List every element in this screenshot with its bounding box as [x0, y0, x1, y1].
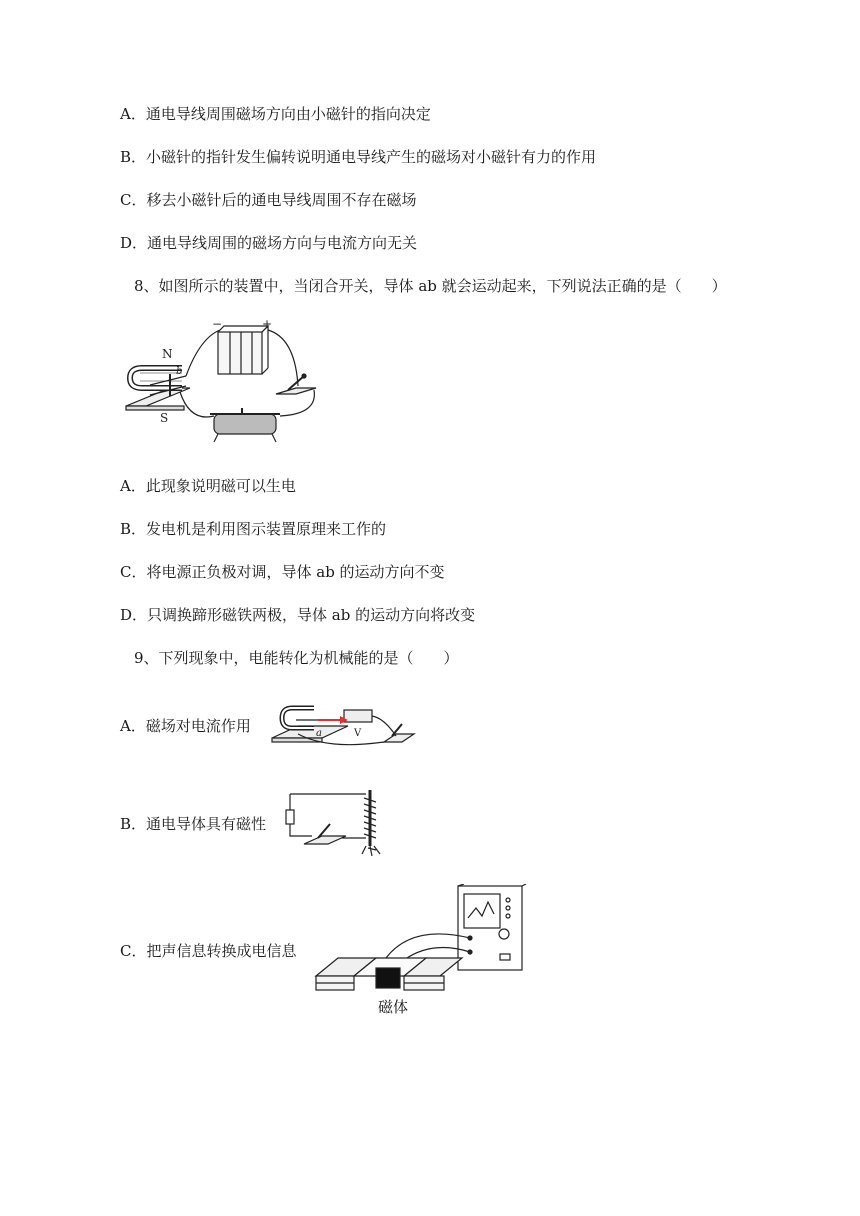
q9-option-c-figure: [312, 884, 528, 1016]
q8-north-label: N: [162, 347, 173, 361]
q9-option-a: A．磁场对电流作用: [120, 717, 251, 735]
q9-a-v-label: V: [354, 728, 362, 739]
q9-stem: 9、下列现象中，电能转化为机械能的是（ ）: [134, 649, 459, 667]
q7-option-c: C．移去小磁针后的通电导线周围不存在磁场: [120, 191, 417, 209]
q8-b-label: b: [176, 366, 183, 377]
q8-minus-label: −: [212, 318, 223, 331]
q9-a-a-label: a: [316, 728, 322, 739]
q8-option-a: A．此现象说明磁可以生电: [120, 477, 296, 495]
q9-c-magnet-label: 磁体: [378, 998, 409, 1016]
q7-option-b: B．小磁针的指针发生偏转说明通电导线产生的磁场对小磁针有力的作用: [120, 148, 597, 166]
q9-option-b-figure: [282, 784, 392, 860]
q8-plus-label: +: [262, 318, 273, 331]
q8-motor-apparatus-figure: [120, 318, 320, 448]
q8-option-b: B．发电机是利用图示装置原理来工作的: [120, 520, 387, 538]
q8-option-c: C．将电源正负极对调，导体 ab 的运动方向不变: [120, 563, 445, 581]
q9-option-a-figure: [268, 700, 418, 752]
q7-option-a: A．通电导线周围磁场方向由小磁针的指向决定: [120, 105, 431, 123]
q9-option-b: B．通电导体具有磁性: [120, 815, 267, 833]
q8-south-label: S: [160, 411, 169, 425]
q7-option-d: D．通电导线周围的磁场方向与电流方向无关: [120, 234, 418, 252]
q9-option-c: C．把声信息转换成电信息: [120, 942, 297, 960]
q8-stem: 8、如图所示的装置中，当闭合开关，导体 ab 就会运动起来，下列说法正确的是（ ）: [134, 277, 727, 295]
q8-option-d: D．只调换蹄形磁铁两极，导体 ab 的运动方向将改变: [120, 606, 476, 624]
